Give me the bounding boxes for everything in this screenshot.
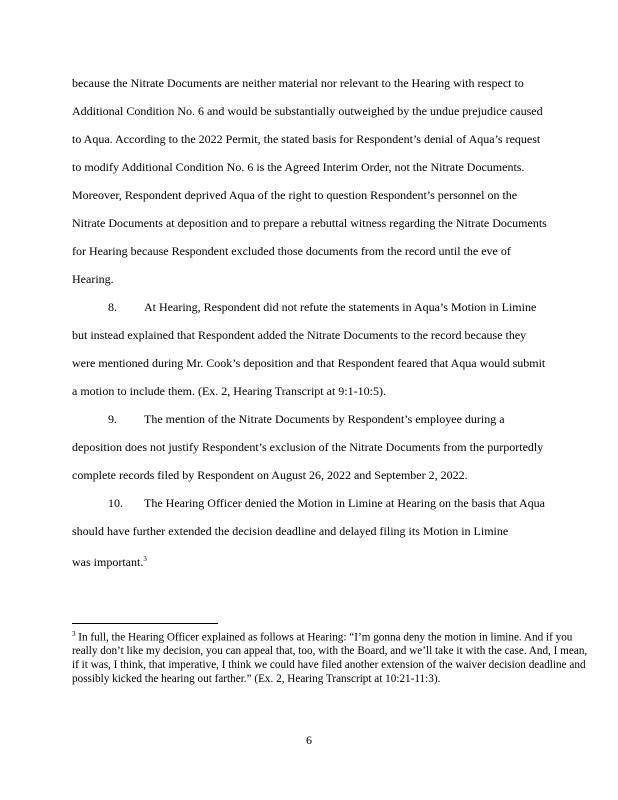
footnote-marker: 3 (72, 630, 76, 638)
footnote (72, 628, 592, 686)
body-line: but instead explained that Respondent added the Nitrate Documents to the record because they (72, 328, 527, 342)
paragraph-text: At Hearing, Respondent did not refute the statements in Aqua’s Motion in Limine (144, 300, 537, 314)
body-line-with-footnote-ref (72, 545, 617, 573)
body-line: Moreover, Respondent deprived Aqua of the right to question Respondent’s personnel on the (72, 188, 518, 202)
paragraph-text: The Hearing Officer denied the Motion in Limine at Hearing on the basis that Aqua (144, 496, 545, 510)
body-line: complete records filed by Respondent on August 26, 2022 and September 2, 2022. (72, 468, 468, 482)
body-line: Hearing. (72, 272, 114, 286)
paragraph-number: 8. (108, 300, 117, 314)
body-line: for Hearing because Respondent excluded those documents from the record until the eve of (72, 244, 511, 258)
page-number: 6 (306, 733, 312, 747)
body-line: should have further extended the decision deadline and delayed filing its Motion in Limine (72, 524, 509, 538)
paragraph-number: 10. (108, 496, 123, 510)
footnote-separator (72, 623, 218, 624)
body-text (72, 69, 617, 573)
paragraph-number: 9. (108, 412, 117, 426)
body-line: to Aqua. According to the 2022 Permit, the stated basis for Respondent’s denial of Aqua’s request (72, 132, 541, 146)
body-line: Additional Condition No. 6 and would be substantially outweighed by the undue prejudice caused (72, 104, 543, 118)
body-line: deposition does not justify Respondent’s exclusion of the Nitrate Documents from the purportedly (72, 440, 544, 454)
body-line: to modify Additional Condition No. 6 is the Agreed Interim Order, not the Nitrate Documents. (72, 160, 525, 174)
body-line: a motion to include them. (Ex. 2, Hearing Transcript at 9:1-10:5). (72, 384, 386, 398)
body-line: was important. (72, 555, 144, 569)
body-line: Nitrate Documents at deposition and to prepare a rebuttal witness regarding the Nitrate Documents (72, 216, 547, 230)
paragraph-text: The mention of the Nitrate Documents by Respondent’s employee during a (144, 412, 505, 426)
footnote-text: In full, the Hearing Officer explained as follows at Hearing: “I’m gonna deny the motion in limine. And if you really don’t like my decision, you can appeal that, too, with the Board, and we’ll take it with the case. And, I mean, if it was, I think, that imperative, I think we could have filed another extension of the waiver decision deadline and possibly kicked the hearing out farther.” (Ex. 2, Hearing Transcript at 10:21-11:3). (72, 631, 588, 685)
paragraph-9-first-line (72, 405, 617, 433)
paragraph-8-first-line (72, 293, 617, 321)
paragraph-10-first-line (72, 489, 617, 517)
body-line: because the Nitrate Documents are neither material nor relevant to the Hearing with respect to (72, 76, 524, 90)
body-line: were mentioned during Mr. Cook’s deposition and that Respondent feared that Aqua would submit (72, 356, 546, 370)
footnote-reference[interactable]: 3 (143, 555, 147, 563)
